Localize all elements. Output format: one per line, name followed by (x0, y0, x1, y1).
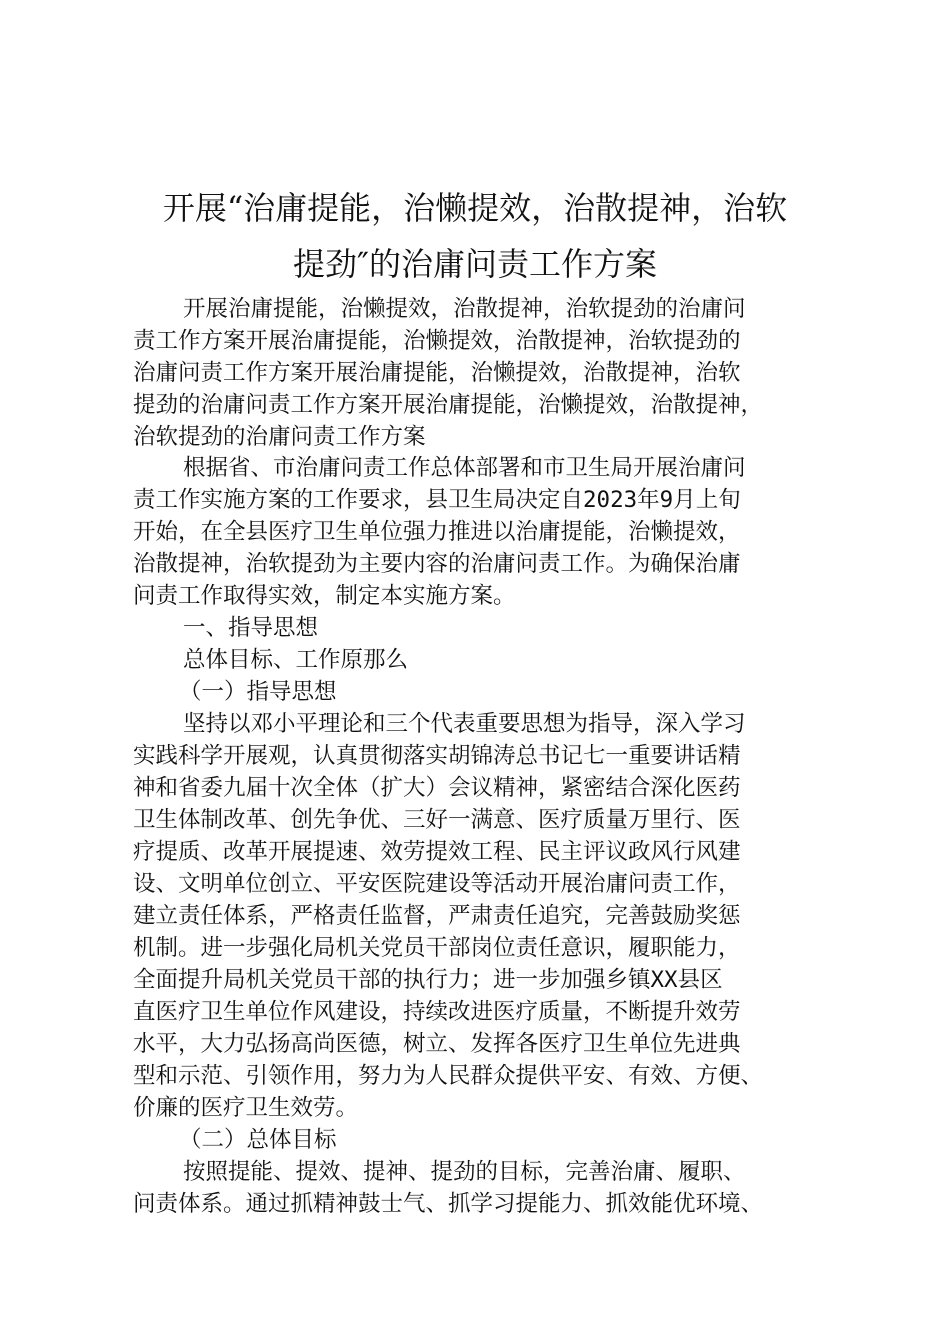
document-title-line-2: 提劲″的治庸问责工作方案 (293, 245, 657, 283)
paragraph-3-line: 疗提质、改革开展提速、效劳提效工程、民主评议政风行风建 (133, 839, 741, 865)
subsection-heading-overall-goals: （二）总体目标 (179, 1127, 337, 1153)
paragraph-1-line: 治庸问责工作方案开展治庸提能，治懒提效，治散提神，治软 (133, 360, 741, 386)
paragraph-3-line: 神和省委九届十次全体（扩大）会议精神，紧密结合深化医药 (133, 775, 741, 801)
paragraph-2-line: 治散提神，治软提劲为主要内容的治庸问责工作。为确保治庸 (133, 551, 741, 577)
paragraph-2-line: 问责工作取得实效，制定本实施方案。 (133, 583, 516, 609)
paragraph-3-line: 价廉的医疗卫生效劳。 (133, 1095, 359, 1121)
paragraph-1-line: 责工作方案开展治庸提能，治懒提效，治散提神，治软提劲的 (133, 328, 741, 354)
paragraph-3-line: 水平，大力弘扬高尚医德，树立、发挥各医疗卫生单位先进典 (133, 1031, 741, 1057)
paragraph-4-line: 问责体系。通过抓精神鼓士气、抓学习提能力、抓效能优环境、 (133, 1191, 764, 1217)
paragraph-3-line: 卫生体制改革、创先争优、三好一满意、医疗质量万里行、医 (133, 807, 741, 833)
paragraph-2-line: 开始，在全县医疗卫生单位强力推进以治庸提能，治懒提效， (133, 519, 741, 545)
paragraph-3-line: 实践科学开展观，认真贯彻落实胡锦涛总书记七一重要讲话精 (133, 743, 741, 769)
document-title-line-1: 开展“治庸提能，治懒提效，治散提神，治软 (162, 189, 788, 227)
subsection-heading-guiding-ideology: （一）指导思想 (179, 679, 337, 705)
paragraph-3-line: 型和示范、引领作用，努力为人民群众提供平安、有效、方便、 (133, 1063, 764, 1089)
paragraph-2-line: 责工作实施方案的工作要求，县卫生局决定自2023年9月上旬 (133, 487, 741, 513)
paragraph-3-line: 机制。进一步强化局机关党员干部岗位责任意识，履职能力， (133, 935, 741, 961)
paragraph-1-line: 治软提劲的治庸问责工作方案 (133, 424, 426, 450)
paragraph-3-line: 坚持以邓小平理论和三个代表重要思想为指导，深入学习 (183, 711, 746, 737)
paragraph-1-line: 提劲的治庸问责工作方案开展治庸提能，治懒提效，治散提神， (133, 392, 764, 418)
section-heading-guiding-ideology: 一、指导思想 (183, 615, 319, 641)
paragraph-4-line: 按照提能、提效、提神、提劲的目标，完善治庸、履职、 (183, 1159, 746, 1185)
paragraph-3-line: 直医疗卫生单位作风建设，持续改进医疗质量，不断提升效劳 (133, 999, 741, 1025)
paragraph-2-line: 根据省、市治庸问责工作总体部署和市卫生局开展治庸问 (183, 455, 746, 481)
paragraph-3-line: 建立责任体系，严格责任监督，严肃责任追究，完善鼓励奖惩 (133, 903, 741, 929)
paragraph-3-line: 全面提升局机关党员干部的执行力；进一步加强乡镇XX县区 (133, 967, 723, 993)
section-subheading-goals-principles: 总体目标、工作原那么 (183, 647, 409, 673)
paragraph-3-line: 设、文明单位创立、平安医院建设等活动开展治庸问责工作， (133, 871, 741, 897)
paragraph-1-line: 开展治庸提能，治懒提效，治散提神，治软提劲的治庸问 (183, 296, 746, 322)
